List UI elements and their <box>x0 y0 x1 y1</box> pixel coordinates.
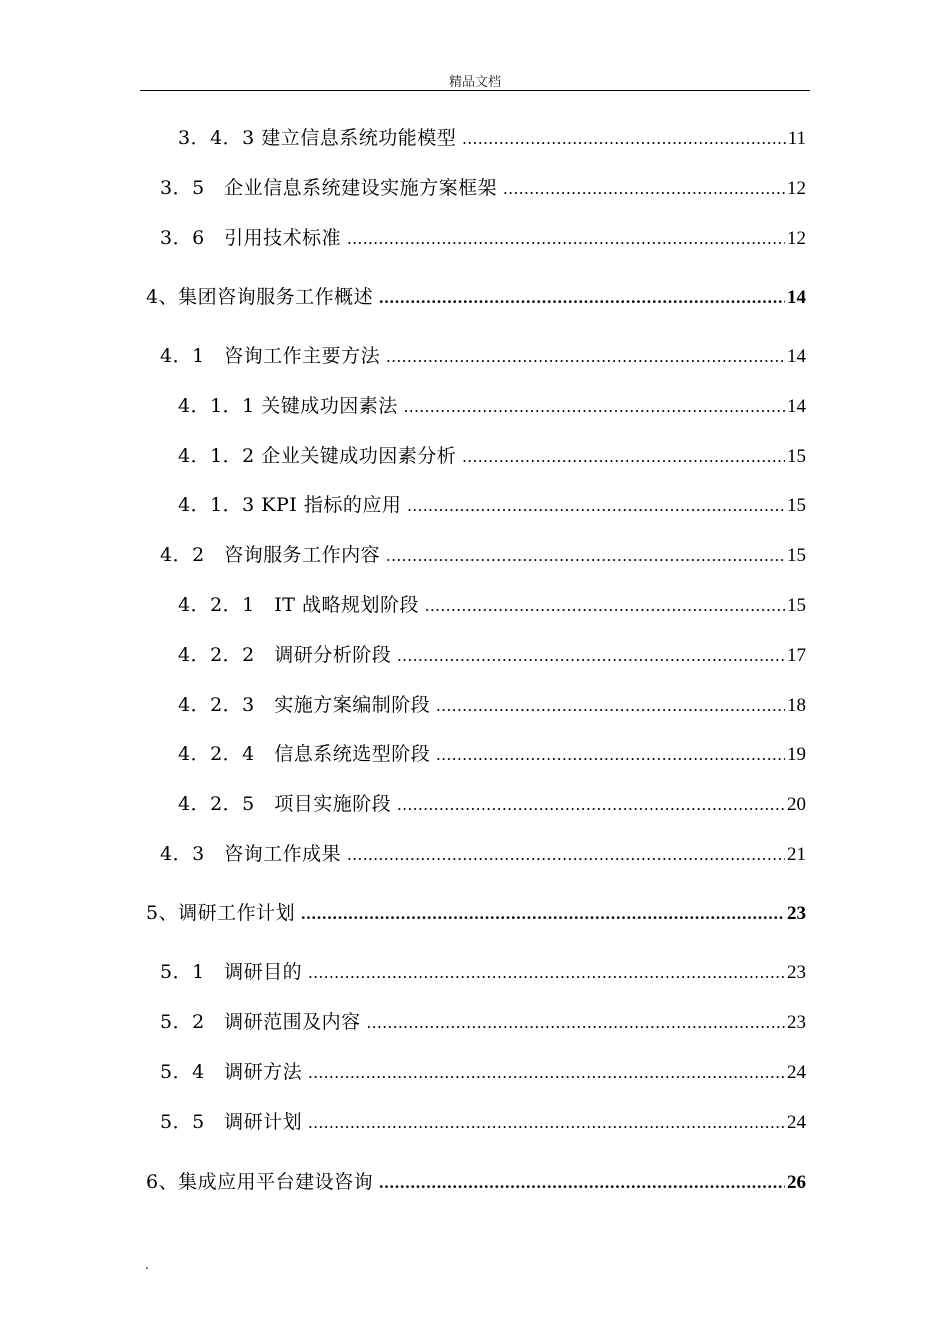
toc-leader-dots <box>308 962 785 984</box>
toc-entry[interactable] <box>146 279 806 309</box>
toc-entry-label: 6、集成应用平台建设咨询 <box>146 1171 374 1193</box>
toc-entry[interactable] <box>160 954 806 984</box>
toc-leader-dots <box>367 1012 785 1034</box>
toc-entry[interactable] <box>160 1004 806 1034</box>
toc-page-number: 15 <box>787 446 806 467</box>
toc-entry[interactable] <box>178 736 806 766</box>
toc-page-number: 23 <box>787 962 806 983</box>
toc-entry[interactable] <box>178 786 806 816</box>
toc-leader-dots <box>397 645 785 667</box>
toc-entry-label: 3．4．3 建立信息系统功能模型 <box>178 127 457 149</box>
toc-page-number: 12 <box>787 178 806 199</box>
toc-entry[interactable] <box>160 537 806 567</box>
toc-page-number: 15 <box>787 495 806 516</box>
toc-entry-label: 4．1．2 企业关键成功因素分析 <box>178 445 457 467</box>
toc-page-number: 23 <box>787 1012 806 1033</box>
toc-entry[interactable] <box>178 587 806 617</box>
toc-page-number: 11 <box>787 128 806 149</box>
toc-leader-dots <box>462 128 785 150</box>
toc-entry-label: 4．3 咨询工作成果 <box>160 843 342 865</box>
toc-entry-label: 5．5 调研计划 <box>160 1111 303 1133</box>
toc-entry[interactable] <box>160 170 806 200</box>
toc-entry[interactable] <box>178 637 806 667</box>
toc-page-number: 26 <box>787 1172 806 1193</box>
toc-entry[interactable] <box>146 1164 806 1194</box>
toc-entry-label: 4．2．2 调研分析阶段 <box>178 644 392 666</box>
toc-leader-dots <box>436 695 785 717</box>
toc-page-number: 14 <box>787 346 806 367</box>
toc-page-number: 14 <box>787 396 806 417</box>
toc-entry-label: 4．2．3 实施方案编制阶段 <box>178 694 431 716</box>
toc-page-number: 20 <box>787 794 806 815</box>
toc-entry-label: 4、集团咨询服务工作概述 <box>146 286 374 308</box>
footer-mark: . <box>145 1258 149 1272</box>
toc-entry-label: 4．2．1 IT 战略规划阶段 <box>178 594 419 616</box>
toc-entry[interactable] <box>178 388 806 418</box>
toc-page-number: 19 <box>787 744 806 765</box>
toc-leader-dots <box>503 178 785 200</box>
toc-entry-label: 4．2 咨询服务工作内容 <box>160 544 381 566</box>
toc-leader-dots <box>462 446 785 468</box>
toc-entry-label: 5．2 调研范围及内容 <box>160 1011 361 1033</box>
toc-page-number: 18 <box>787 695 806 716</box>
toc-leader-dots <box>397 794 785 816</box>
toc-entry-label: 4．1．3 KPI 指标的应用 <box>178 494 402 516</box>
toc-entry-label: 4．1 咨询工作主要方法 <box>160 345 381 367</box>
toc-entry-label: 3．5 企业信息系统建设实施方案框架 <box>160 177 498 199</box>
toc-page-number: 23 <box>787 903 806 924</box>
toc-leader-dots <box>386 545 785 567</box>
toc-leader-dots <box>308 1112 785 1134</box>
toc-page-number: 15 <box>787 595 806 616</box>
toc-leader-dots <box>308 1062 785 1084</box>
toc-page-number: 15 <box>787 545 806 566</box>
toc-page-number: 12 <box>787 228 806 249</box>
toc-entry-label: 4．1．1 关键成功因素法 <box>178 395 398 417</box>
toc-entry[interactable] <box>160 1104 806 1134</box>
toc-page-number: 17 <box>787 645 806 666</box>
toc-leader-dots <box>347 844 785 866</box>
page-header-text: 精品文档 <box>448 75 501 90</box>
toc-entry[interactable] <box>146 895 806 925</box>
toc-entry-label: 4．2．5 项目实施阶段 <box>178 793 392 815</box>
toc-leader-dots <box>436 744 785 766</box>
toc-entry-label: 5．4 调研方法 <box>160 1061 303 1083</box>
toc-leader-dots <box>347 228 785 250</box>
toc-page-number: 21 <box>787 844 806 865</box>
toc-leader-dots <box>404 396 785 418</box>
toc-entry[interactable] <box>160 836 806 866</box>
toc-entry-label: 3．6 引用技术标准 <box>160 227 342 249</box>
toc-leader-dots <box>379 1172 785 1194</box>
toc-entry[interactable] <box>160 220 806 250</box>
toc-entry-label: 4．2．4 信息系统选型阶段 <box>178 743 431 765</box>
toc-leader-dots <box>386 346 785 368</box>
toc-entry[interactable] <box>160 338 806 368</box>
toc-leader-dots <box>425 595 785 617</box>
toc-leader-dots <box>301 903 785 925</box>
toc-entry-label: 5．1 调研目的 <box>160 961 303 983</box>
toc-page-number: 14 <box>787 287 806 308</box>
toc-entry-label: 5、调研工作计划 <box>146 902 296 924</box>
toc-leader-dots <box>407 495 785 517</box>
toc-entry[interactable] <box>178 487 806 517</box>
toc-page-number: 24 <box>787 1112 806 1133</box>
toc-entry[interactable] <box>160 1054 806 1084</box>
toc-entry[interactable] <box>178 438 806 468</box>
toc-page-number: 24 <box>787 1062 806 1083</box>
toc-leader-dots <box>379 287 785 309</box>
toc-entry[interactable] <box>178 687 806 717</box>
toc-entry[interactable] <box>178 120 806 150</box>
